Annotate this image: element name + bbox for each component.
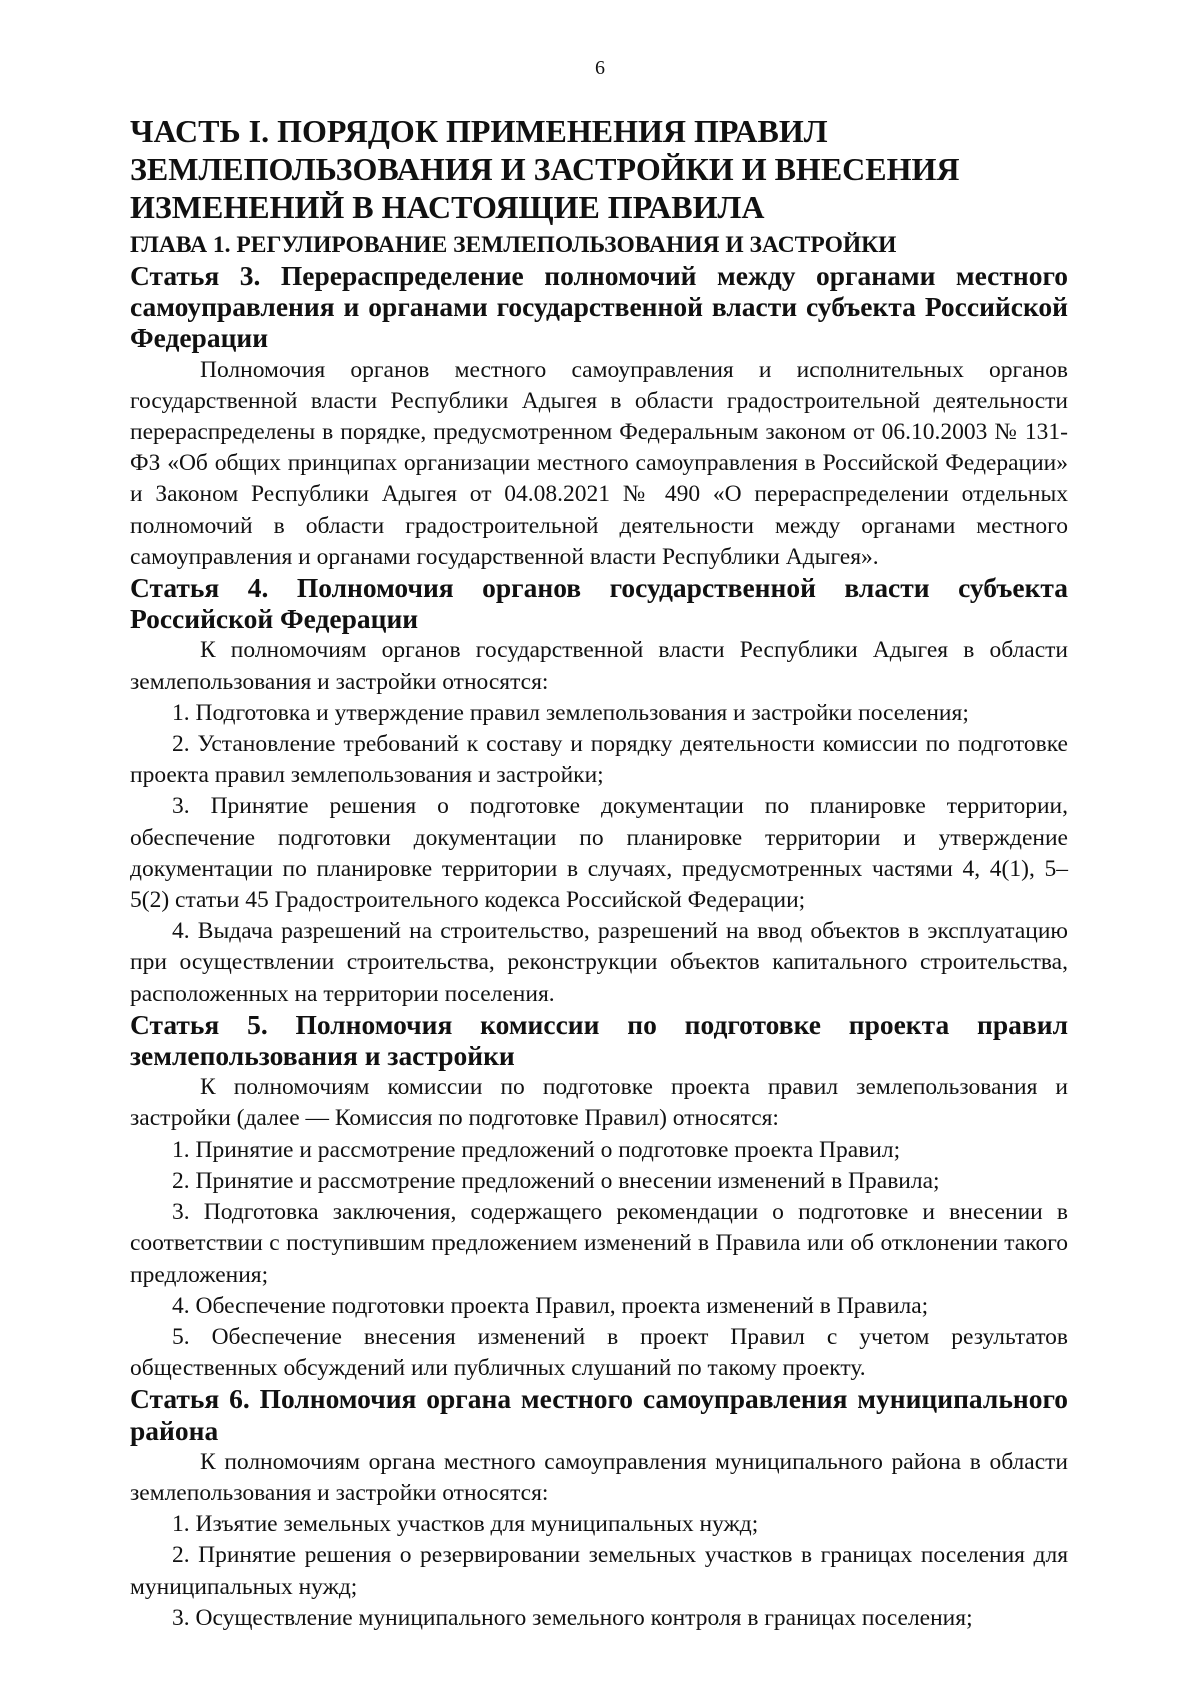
article-6-intro: К полномочиям органа местного самоуправления муниципального района в области землепользования и застройки относятся: [130,1448,1068,1506]
article-5-item: 1. Принятие и рассмотрение предложений о подготовке проекта Правил; [172,1136,901,1163]
page-number: 6 [595,57,605,79]
article-5-title: Статья 5. Полномочия комиссии по подготовке проекта правил землепользования и застройки [130,1009,1068,1072]
article-4-item: 1. Подготовка и утверждение правил землепользования и застройки поселения; [172,699,969,726]
article-4-item: 3. Принятие решения о подготовке документации по планировке территории, обеспечение подготовки документации по планировке территории и утверждение документации по планировке территории в случаях, предусмотренных частями 4, 4(1), 5–5(2) статьи 45 Градостроительного кодекса Российской Федерации; [130,793,1068,914]
article-3-title: Статья 3. Перераспределение полномочий между органами местного самоуправления и органами государственной власти субъекта Российской Федерации [130,261,1068,354]
article-3-body: Полномочия органов местного самоуправления и исполнительных органов государственной власти Республики Адыгея в области градостроительной деятельности перераспределены в порядке, предусмотренном Федеральным законом от 06.10.2003 № 131-ФЗ «Об общих принципах организации местного самоуправления в Российской Федерации» и Законом Республики Адыгея от 04.08.2021 № 490 «О перераспределении отдельных полномочий в области градостроительной деятельности между органами местного самоуправления и органами государственной власти Республики Адыгея». [130,356,1068,570]
article-5-item: 4. Обеспечение подготовки проекта Правил, проекта изменений в Правила; [172,1292,929,1319]
article-4-item: 4. Выдача разрешений на строительство, разрешений на ввод объектов в эксплуатацию при осуществлении строительства, реконструкции объектов капитального строительства, расположенных на территории поселения. [130,918,1068,1007]
article-6 [130,1384,1068,1634]
page-content [130,112,1068,1634]
article-6-title: Статья 6. Полномочия органа местного самоуправления муниципального района [130,1384,1068,1446]
chapter-title: ГЛАВА 1. РЕГУЛИРОВАНИЕ ЗЕМЛЕПОЛЬЗОВАНИЯ И ЗАСТРОЙКИ [130,232,897,258]
article-5-item: 2. Принятие и рассмотрение предложений о внесении изменений в Правила; [172,1167,940,1194]
article-5 [130,1010,1068,1384]
article-5-intro: К полномочиям комиссии по подготовке проекта правил землепользования и застройки (далее — Комиссия по подготовке Правил) относятся: [130,1074,1068,1132]
article-4-item: 2. Установление требований к составу и порядку деятельности комиссии по подготовке проекта правил землепользования и застройки; [130,731,1068,789]
part-title: ЧАСТЬ I. ПОРЯДОК ПРИМЕНЕНИЯ ПРАВИЛ ЗЕМЛЕПОЛЬЗОВАНИЯ И ЗАСТРОЙКИ И ВНЕСЕНИЯ ИЗМЕНЕНИЙ В НАСТОЯЩИЕ ПРАВИЛА [130,113,960,225]
article-6-item: 3. Осуществление муниципального земельного контроля в границах поселения; [172,1604,973,1631]
article-4 [130,573,1068,1010]
article-6-item: 1. Изъятие земельных участков для муниципальных нужд; [172,1511,759,1538]
article-5-item: 3. Подготовка заключения, содержащего рекомендации о подготовке и внесении в соответствии с поступившим предложением изменений в Правила или об отклонении такого предложения; [130,1199,1068,1288]
article-4-intro: К полномочиям органов государственной власти Республики Адыгея в области землепользования и застройки относятся: [130,637,1068,695]
article-3 [130,261,1068,573]
article-6-item: 2. Принятие решения о резервировании земельных участков в границах поселения для муниципальных нужд; [130,1542,1068,1600]
article-5-item: 5. Обеспечение внесения изменений в проект Правил с учетом результатов общественных обсуждений или публичных слушаний по такому проекту. [130,1323,1068,1382]
article-4-title: Статья 4. Полномочия органов государственной власти субъекта Российской Федерации [130,573,1068,635]
